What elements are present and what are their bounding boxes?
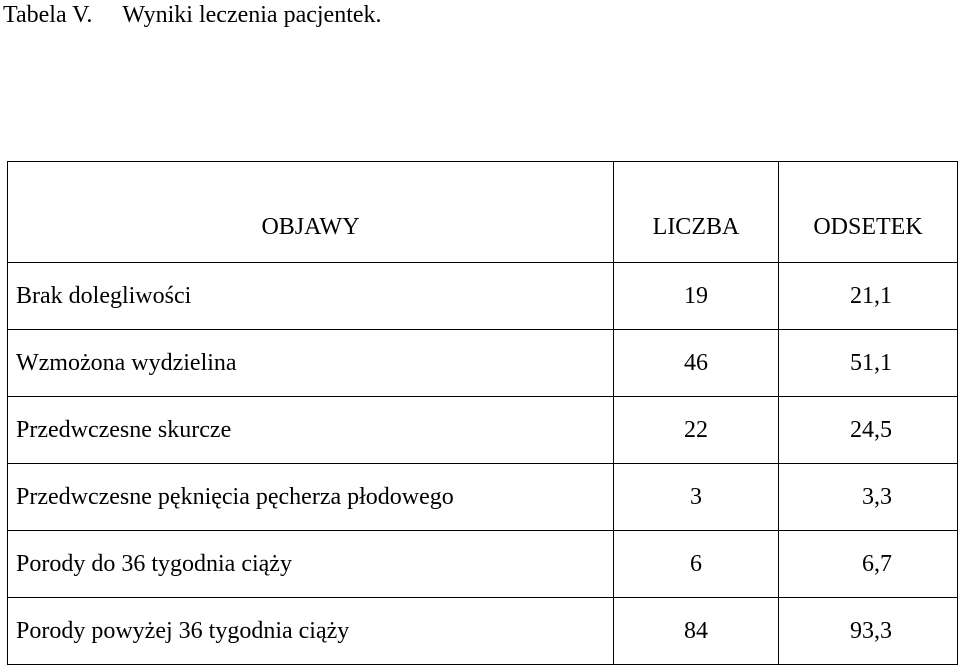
row-count: 84	[614, 598, 779, 665]
row-percent: 6,7	[779, 531, 958, 598]
row-percent: 21,1	[779, 263, 958, 330]
table-row	[8, 598, 958, 665]
row-symptom: Porody do 36 tygodnia ciąży	[8, 531, 614, 598]
row-count: 19	[614, 263, 779, 330]
table-row	[8, 464, 958, 531]
row-percent: 3,3	[779, 464, 958, 531]
row-symptom: Wzmożona wydzielina	[8, 330, 614, 397]
caption-label: Tabela V.	[3, 2, 93, 28]
results-table	[7, 161, 958, 665]
table-caption	[3, 0, 382, 30]
row-count: 22	[614, 397, 779, 464]
row-count: 6	[614, 531, 779, 598]
caption-title: Wyniki leczenia pacjentek.	[122, 2, 382, 28]
table-row	[8, 263, 958, 330]
row-symptom: Przedwczesne pęknięcia pęcherza płodowego	[8, 464, 614, 531]
header-percent: ODSETEK	[779, 162, 958, 263]
header-count: LICZBA	[614, 162, 779, 263]
row-count: 3	[614, 464, 779, 531]
table-body	[8, 263, 958, 665]
row-symptom: Brak dolegliwości	[8, 263, 614, 330]
table-row	[8, 531, 958, 598]
row-percent: 24,5	[779, 397, 958, 464]
row-count: 46	[614, 330, 779, 397]
row-percent: 51,1	[779, 330, 958, 397]
row-symptom: Przedwczesne skurcze	[8, 397, 614, 464]
row-symptom: Porody powyżej 36 tygodnia ciąży	[8, 598, 614, 665]
table-row	[8, 330, 958, 397]
table-header	[8, 162, 958, 263]
header-symptom: OBJAWY	[8, 162, 614, 263]
header-row	[8, 162, 958, 263]
table-row	[8, 397, 958, 464]
row-percent: 93,3	[779, 598, 958, 665]
